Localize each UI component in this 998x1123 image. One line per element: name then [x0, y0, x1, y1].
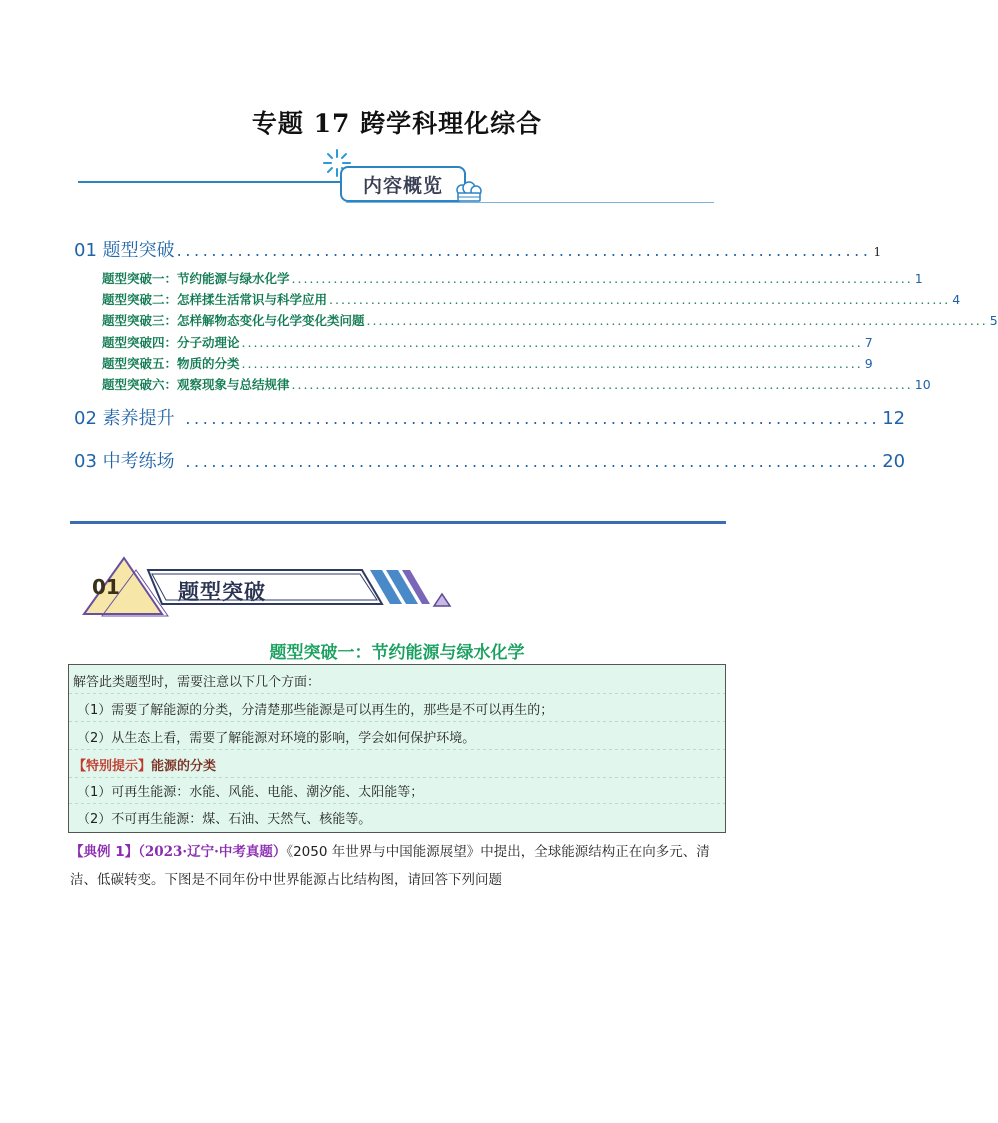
section-number: 01 — [92, 575, 120, 599]
toc-sub-item[interactable]: 题型突破二：怎样揉生活常识与科学应用 ........................................................................................................ 4 — [102, 292, 961, 307]
decoration-icon — [452, 182, 484, 204]
tip-point-2: （2）从生态上看，需要了解能源对环境的影响，学会如何保护环境。 — [77, 731, 476, 746]
tip-renewable: （1）可再生能源：水能、风能、电能、潮汐能、太阳能等； — [77, 785, 424, 800]
special-tag: 【特别提示】 — [73, 759, 152, 774]
special-text: 能源的分类 — [151, 759, 217, 774]
toc-main-label: 03 中考练场 — [74, 451, 175, 472]
toc-page-number: 9 — [864, 356, 873, 371]
tip-point-1: （1）需要了解能源的分类，分清楚那些能源是可以再生的，那些是不可以再生的； — [77, 703, 554, 718]
toc-page-number: 5 — [989, 313, 998, 328]
example-source: （2023·辽宁·中考真题） — [138, 844, 287, 860]
toc-main-label: 01 题型突破 — [74, 240, 175, 261]
toc-sub-item[interactable]: 题型突破三：怎样解物态变化与化学变化类问题 ........................................................................................................ 5 — [102, 313, 998, 328]
subsection-heading: 题型突破一：节约能源与绿水化学 — [269, 643, 525, 663]
overview-label: 内容概览 — [340, 166, 466, 202]
tip-special — [73, 755, 216, 774]
overview-line-right — [346, 202, 714, 203]
toc-page-number: 7 — [864, 335, 873, 350]
toc-main-item[interactable]: 03 中考练场 ................................................................................ 20 — [74, 447, 722, 473]
toc-sub-label: 题型突破六：观察现象与总结规律 — [102, 377, 290, 392]
example-tag: 【典例 1】 — [70, 844, 139, 860]
toc-page-number: 20 — [882, 451, 906, 472]
toc-page-number: 1 — [914, 271, 923, 286]
tip-nonrenewable: （2）不可再生能源：煤、石油、天然气、核能等。 — [77, 812, 372, 827]
toc-main-item[interactable]: 01 题型突破 ................................................................................ 1 — [74, 236, 722, 262]
toc-sub-item[interactable]: 题型突破一：节约能源与绿水化学 ........................................................................................................ 1 — [102, 271, 923, 286]
example-paragraph — [70, 838, 730, 894]
section-banner — [80, 556, 460, 616]
section-title: 题型突破 — [178, 580, 266, 604]
toc-sub-item[interactable]: 题型突破五：物质的分类 ........................................................................................................ 9 — [102, 356, 873, 371]
page-title: 专题 17 跨学科理化综合 — [251, 109, 543, 138]
toc-sub-item[interactable]: 题型突破四：分子动理论 ........................................................................................................ 7 — [102, 335, 873, 350]
toc-sub-label: 题型突破五：物质的分类 — [102, 356, 240, 371]
toc-main-label: 02 素养提升 — [74, 408, 175, 429]
tip-box — [68, 664, 726, 833]
toc-sub-label: 题型突破四：分子动理论 — [102, 335, 240, 350]
toc-main-item[interactable]: 02 素养提升 ................................................................................ 12 — [74, 404, 722, 430]
toc-sub-item[interactable]: 题型突破六：观察现象与总结规律 ........................................................................................................ 10 — [102, 377, 931, 392]
example-text: 《2050 年世界与中国能源展望》中提出，全球能源结构正在向多元、清洁、低碳转变。下图是不同年份中世界能源占比结构图，请回答下列问题 — [70, 844, 710, 888]
toc-sub-label: 题型突破二：怎样揉生活常识与科学应用 — [102, 292, 328, 307]
divider — [70, 521, 726, 524]
toc-page-number: 1 — [873, 245, 882, 259]
toc-page-number: 12 — [882, 408, 906, 429]
toc-page-number: 10 — [914, 377, 931, 392]
toc-sub-label: 题型突破一：节约能源与绿水化学 — [102, 271, 290, 286]
tip-intro: 解答此类题型时，需要注意以下几个方面： — [73, 675, 321, 690]
overview-line-left — [78, 181, 340, 183]
toc-sub-label: 题型突破三：怎样解物态变化与化学变化类问题 — [102, 313, 365, 328]
toc-page-number: 4 — [952, 292, 961, 307]
